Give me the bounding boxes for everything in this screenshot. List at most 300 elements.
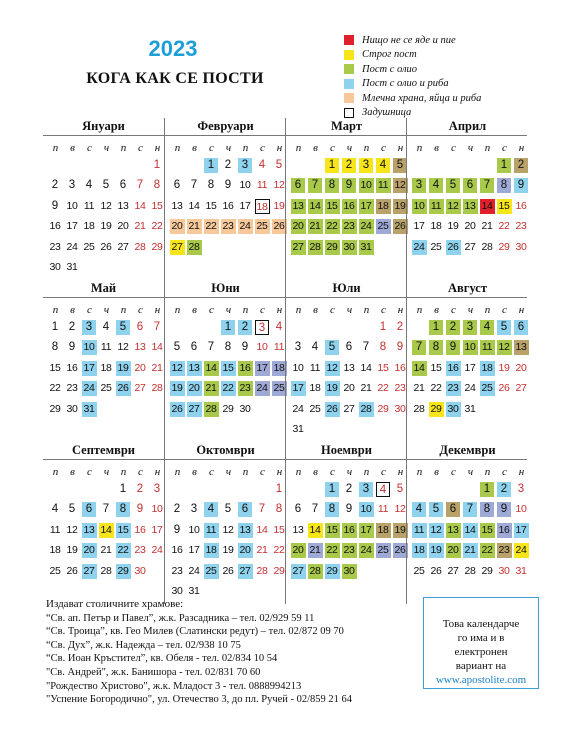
day-cell: 11: [412, 523, 427, 538]
outlined-square-icon: [344, 108, 354, 118]
day-cell: 12: [273, 179, 285, 192]
day-cell: 15: [151, 199, 163, 212]
day-cell: 26: [66, 564, 78, 577]
day-cell: 18: [481, 361, 493, 374]
day-cell: 3: [463, 320, 477, 335]
day-cell: 19: [171, 382, 183, 395]
day-cell: 1: [275, 483, 283, 495]
legend: [344, 33, 481, 120]
day-cell: 13: [188, 361, 200, 374]
legend-item: [344, 91, 481, 106]
weekday-label: п: [363, 304, 370, 316]
month-divider: [407, 459, 527, 460]
day-cell: 17: [239, 199, 251, 212]
day-cell: 5: [393, 158, 407, 173]
day-cell: 13: [83, 523, 95, 536]
weekday-label: с: [138, 142, 143, 154]
day-cell: 17: [464, 361, 476, 374]
day-cell: 20: [447, 544, 459, 557]
day-cell: 24: [188, 564, 200, 577]
day-cell: 14: [413, 361, 425, 374]
day-cell: 9: [224, 179, 232, 192]
day-cell: 10: [188, 523, 200, 536]
day-cell: 19: [222, 544, 234, 557]
day-cell: 7: [153, 321, 161, 333]
day-cell: 20: [188, 382, 200, 395]
publishers-list: [46, 598, 426, 707]
day-cell: 12: [100, 199, 112, 212]
day-cell: 30: [343, 240, 355, 253]
day-cell: 10: [464, 341, 476, 354]
day-cell: 23: [222, 220, 234, 233]
weekday-label: в: [313, 466, 318, 478]
day-cell: 29: [117, 564, 129, 577]
weekday-label: ч: [346, 142, 353, 154]
day-cell: 29: [326, 240, 338, 253]
day-cell: 24: [360, 220, 372, 233]
day-cell: 16: [66, 361, 78, 374]
weekday-label: с: [260, 466, 265, 478]
day-cell: 12: [117, 341, 129, 354]
day-cell: 23: [447, 382, 459, 395]
day-cell: 22: [273, 544, 285, 557]
day-cell: 27: [447, 564, 459, 577]
legend-item: [344, 33, 481, 48]
month-block: [285, 118, 406, 280]
day-cell: 21: [134, 220, 146, 233]
day-cell: 5: [68, 503, 76, 516]
day-cell: 12: [66, 523, 78, 536]
weekday-label: в: [434, 142, 439, 154]
weekday-label: с: [451, 142, 456, 154]
day-cell: 26: [100, 240, 112, 253]
day-cell: 16: [343, 199, 355, 212]
month-name: Ноември: [321, 443, 372, 457]
month-divider: [165, 459, 285, 460]
day-cell: 27: [515, 382, 527, 395]
day-cell: 25: [205, 564, 217, 577]
day-cell: 4: [376, 482, 390, 497]
day-cell: 4: [102, 321, 110, 333]
day-cell: 4: [204, 502, 218, 517]
day-cell: 6: [173, 179, 181, 192]
weekday-label: н: [518, 304, 525, 316]
day-cell: 6: [514, 320, 528, 335]
day-cell: 1: [325, 482, 339, 497]
month-name: Май: [90, 281, 117, 295]
day-cell: 3: [517, 483, 525, 495]
day-cell: 12: [498, 341, 510, 354]
day-cell: 31: [83, 402, 95, 415]
day-cell: 6: [136, 321, 144, 333]
day-cell: 25: [273, 382, 285, 395]
day-cell: 9: [241, 341, 249, 354]
day-cell: 13: [464, 199, 476, 212]
weekday-label: п: [416, 304, 423, 316]
day-cell: 8: [429, 340, 443, 355]
day-cell: 22: [222, 382, 234, 395]
weekday-label: с: [502, 304, 507, 316]
publisher-line: “Св. Дух”, ж.к. Надежда – тел. 02/938 10 75: [46, 639, 241, 651]
weekday-label: н: [397, 142, 404, 154]
day-cell: 12: [171, 361, 183, 374]
day-cell: 7: [258, 503, 266, 516]
day-cell: 24: [360, 544, 372, 557]
day-cell: 18: [256, 200, 268, 213]
day-cell: 26: [447, 240, 459, 253]
day-cell: 27: [117, 240, 129, 253]
legend-label: Нищо не се яде и пие: [362, 34, 456, 46]
legend-label: Млечна храна, яйца и риба: [362, 92, 482, 104]
day-cell: 18: [100, 361, 112, 374]
day-cell: 10: [256, 341, 268, 354]
day-cell: 21: [309, 544, 321, 557]
day-cell: 30: [239, 402, 251, 415]
day-cell: 2: [173, 503, 181, 516]
day-cell: 6: [291, 178, 305, 193]
day-cell: 23: [49, 240, 61, 253]
day-cell: 28: [309, 564, 321, 577]
day-cell: 21: [481, 220, 493, 233]
blue-square-icon: [344, 79, 354, 89]
weekday-label: п: [363, 466, 370, 478]
day-cell: 15: [326, 523, 338, 536]
day-cell: 23: [498, 544, 510, 557]
month-name: Февруари: [197, 119, 254, 133]
day-cell: 1: [497, 158, 511, 173]
day-cell: 2: [446, 320, 460, 335]
day-cell: 23: [343, 220, 355, 233]
legend-item: [344, 77, 481, 92]
day-cell: 18: [205, 544, 217, 557]
day-cell: 8: [379, 341, 387, 354]
day-cell: 22: [430, 382, 442, 395]
day-cell: 13: [117, 199, 129, 212]
publisher-line: "Успение Богородично", ул. Отечество 3, до пл. Ручей - 02/859 21 64: [46, 694, 353, 706]
publisher-line: "Рождество Христово", ж.к. Младост 3 - тел. 0888994213: [46, 680, 302, 692]
day-cell: 18: [377, 523, 389, 536]
day-cell: 28: [481, 240, 493, 253]
day-cell: 11: [273, 341, 285, 354]
day-cell: 31: [292, 423, 304, 435]
day-cell: 1: [221, 320, 235, 335]
day-cell: 2: [345, 483, 353, 495]
day-cell: 29: [151, 240, 163, 253]
day-cell: 5: [224, 503, 232, 516]
month-name: Август: [447, 281, 487, 295]
day-cell: 18: [413, 544, 425, 557]
day-cell: 11: [376, 178, 391, 193]
weekday-label: в: [70, 304, 75, 316]
calendar-year: 2023: [148, 36, 198, 61]
day-cell: 11: [256, 179, 268, 192]
day-cell: 13: [292, 199, 304, 212]
day-cell: 29: [377, 402, 389, 415]
weekday-label: п: [295, 466, 302, 478]
day-cell: 24: [239, 220, 251, 233]
month-block: [164, 442, 285, 604]
day-cell: 2: [224, 159, 232, 171]
month-block: [406, 118, 527, 280]
month-block: [406, 280, 527, 442]
day-cell: 19: [430, 544, 442, 557]
day-cell: 7: [463, 502, 477, 517]
day-cell: 16: [222, 199, 234, 212]
day-cell: 4: [51, 503, 59, 516]
day-cell: 5: [173, 341, 181, 354]
day-cell: 2: [51, 179, 59, 192]
day-cell: 30: [515, 240, 527, 253]
day-cell: 2: [238, 320, 252, 335]
peach-square-icon: [344, 93, 354, 103]
day-cell: 2: [136, 483, 144, 495]
weekday-label: н: [154, 466, 161, 478]
day-cell: 5: [429, 502, 443, 517]
day-cell: 13: [239, 523, 251, 536]
day-cell: 28: [413, 402, 425, 415]
day-cell: 10: [83, 341, 95, 354]
day-cell: 5: [116, 320, 130, 335]
page-title: КОГА КАК СЕ ПОСТИ: [86, 70, 264, 87]
day-cell: 1: [119, 483, 127, 495]
day-cell: 29: [481, 564, 493, 577]
day-cell: 20: [515, 361, 527, 374]
day-cell: 1: [480, 482, 494, 497]
day-cell: 14: [309, 199, 321, 212]
day-cell: 10: [151, 503, 163, 516]
day-cell: 5: [396, 483, 404, 495]
day-cell: 13: [343, 361, 355, 374]
day-cell: 31: [188, 585, 200, 597]
day-cell: 24: [151, 544, 163, 557]
month-name: Септември: [71, 443, 136, 457]
month-name: Юли: [332, 281, 361, 295]
weekday-label: в: [434, 304, 439, 316]
month-block: [164, 118, 285, 280]
day-cell: 17: [360, 523, 372, 536]
day-cell: 28: [360, 402, 372, 415]
day-cell: 20: [464, 220, 476, 233]
weekday-label: п: [120, 304, 127, 316]
day-cell: 14: [360, 361, 372, 374]
website-link[interactable]: www.apostolite.com: [435, 674, 527, 686]
day-cell: 7: [102, 503, 110, 516]
day-cell: 2: [396, 321, 404, 333]
day-cell: 3: [294, 341, 302, 354]
month-block: [406, 442, 527, 604]
day-cell: 9: [396, 341, 404, 354]
day-cell: 16: [239, 361, 251, 374]
weekday-label: п: [484, 466, 491, 478]
day-cell: 6: [119, 179, 127, 192]
promo-line: вариант на: [455, 660, 507, 672]
month-block: [43, 280, 164, 442]
day-cell: 17: [256, 361, 268, 374]
day-cell: 4: [85, 179, 93, 192]
day-cell: 30: [49, 261, 61, 273]
day-cell: 29: [326, 564, 338, 577]
weekday-label: н: [276, 142, 283, 154]
day-cell: 3: [412, 178, 426, 193]
day-cell: 26: [171, 402, 183, 415]
day-cell: 22: [326, 544, 338, 557]
day-cell: 5: [446, 178, 460, 193]
day-cell: 14: [100, 523, 112, 536]
day-cell: 20: [83, 544, 95, 557]
day-cell: 22: [151, 220, 163, 233]
weekday-label: с: [502, 142, 507, 154]
day-cell: 4: [311, 341, 319, 354]
day-cell: 27: [134, 382, 146, 395]
weekday-label: н: [518, 142, 525, 154]
day-cell: 17: [66, 220, 78, 233]
day-cell: 11: [49, 523, 61, 536]
month-name: Януари: [82, 119, 125, 133]
day-cell: 27: [292, 240, 304, 253]
day-cell: 21: [188, 220, 200, 233]
day-cell: 14: [188, 199, 200, 212]
day-cell: 18: [273, 361, 285, 374]
day-cell: 24: [256, 382, 268, 395]
day-cell: 10: [239, 179, 251, 192]
day-cell: 25: [100, 382, 112, 395]
day-cell: 7: [308, 178, 322, 193]
month-name: Юни: [211, 281, 240, 295]
day-cell: 23: [134, 544, 146, 557]
day-cell: 2: [342, 158, 356, 173]
promo-line: Това календарче: [442, 618, 520, 630]
day-cell: 21: [205, 382, 217, 395]
day-cell: 28: [151, 382, 163, 395]
day-cell: 7: [412, 340, 426, 355]
day-cell: 8: [51, 341, 59, 354]
day-cell: 17: [292, 382, 304, 395]
day-cell: 17: [83, 361, 95, 374]
weekday-label: ч: [103, 466, 110, 478]
day-cell: 29: [430, 402, 442, 415]
day-cell: 23: [394, 382, 406, 395]
weekday-label: п: [295, 142, 302, 154]
day-cell: 4: [376, 158, 390, 173]
weekday-label: в: [192, 304, 197, 316]
weekday-label: п: [120, 466, 127, 478]
day-cell: 22: [481, 544, 493, 557]
day-cell: 19: [326, 382, 338, 395]
day-cell: 9: [497, 502, 511, 517]
weekday-label: п: [52, 304, 59, 316]
month-divider: [407, 135, 527, 136]
day-cell: 21: [256, 544, 268, 557]
day-cell: 2: [68, 321, 76, 333]
day-cell: 30: [343, 564, 355, 577]
month-divider: [43, 459, 164, 460]
month-divider: [43, 297, 164, 298]
weekday-label: ч: [225, 466, 232, 478]
day-cell: 27: [292, 564, 304, 577]
day-cell: 20: [292, 544, 304, 557]
day-cell: 3: [359, 158, 373, 173]
month-divider: [43, 135, 164, 136]
day-cell: 8: [497, 178, 511, 193]
day-cell: 25: [413, 564, 425, 577]
day-cell: 8: [325, 178, 339, 193]
legend-label: Пост с олио: [362, 63, 418, 75]
weekday-label: в: [313, 142, 318, 154]
weekday-label: с: [209, 466, 214, 478]
day-cell: 24: [515, 544, 527, 557]
green-square-icon: [344, 64, 354, 74]
day-cell: 25: [83, 240, 95, 253]
weekday-label: с: [451, 466, 456, 478]
weekday-label: с: [381, 142, 386, 154]
day-cell: 9: [68, 341, 76, 354]
day-cell: 27: [188, 402, 200, 415]
weekday-label: ч: [467, 142, 474, 154]
weekday-label: н: [276, 304, 283, 316]
day-cell: 22: [498, 220, 510, 233]
day-cell: 15: [481, 523, 493, 536]
day-cell: 11: [204, 523, 219, 538]
day-cell: 4: [412, 502, 426, 517]
day-cell: 18: [377, 199, 389, 212]
weekday-label: с: [87, 304, 92, 316]
day-cell: 4: [258, 159, 266, 171]
weekday-label: с: [209, 304, 214, 316]
day-cell: 11: [429, 199, 444, 214]
day-cell: 10: [292, 361, 304, 374]
day-cell: 8: [480, 502, 494, 517]
day-cell: 15: [222, 361, 234, 374]
day-cell: 10: [360, 503, 372, 516]
weekday-label: с: [260, 142, 265, 154]
day-cell: 29: [273, 564, 285, 577]
red-square-icon: [344, 35, 354, 45]
day-cell: 30: [498, 564, 510, 577]
day-cell: 16: [515, 199, 527, 212]
month-name: Април: [448, 119, 487, 133]
weekday-label: ч: [225, 304, 232, 316]
month-block: [164, 280, 285, 442]
day-cell: 20: [117, 220, 129, 233]
day-cell: 21: [100, 544, 112, 557]
day-cell: 3: [82, 320, 96, 335]
day-cell: 1: [51, 321, 59, 333]
day-cell: 9: [136, 503, 144, 516]
day-cell: 3: [190, 503, 198, 516]
day-cell: 7: [190, 179, 198, 192]
promo-line: го има и в: [457, 632, 505, 644]
day-cell: 9: [446, 340, 460, 355]
weekday-label: с: [381, 304, 386, 316]
day-cell: 31: [515, 564, 527, 577]
weekday-label: п: [416, 466, 423, 478]
weekday-label: п: [484, 304, 491, 316]
day-cell: 27: [464, 240, 476, 253]
day-cell: 5: [102, 179, 110, 192]
day-cell: 28: [464, 564, 476, 577]
weekday-label: с: [502, 466, 507, 478]
weekday-label: с: [381, 466, 386, 478]
month-name: Декември: [439, 443, 496, 457]
weekday-label: в: [70, 142, 75, 154]
weekday-label: ч: [467, 466, 474, 478]
day-cell: 14: [309, 523, 321, 536]
day-cell: 19: [498, 361, 510, 374]
day-cell: 8: [153, 179, 161, 192]
weekday-label: с: [451, 304, 456, 316]
day-cell: 16: [134, 523, 146, 536]
day-cell: 19: [100, 220, 112, 233]
